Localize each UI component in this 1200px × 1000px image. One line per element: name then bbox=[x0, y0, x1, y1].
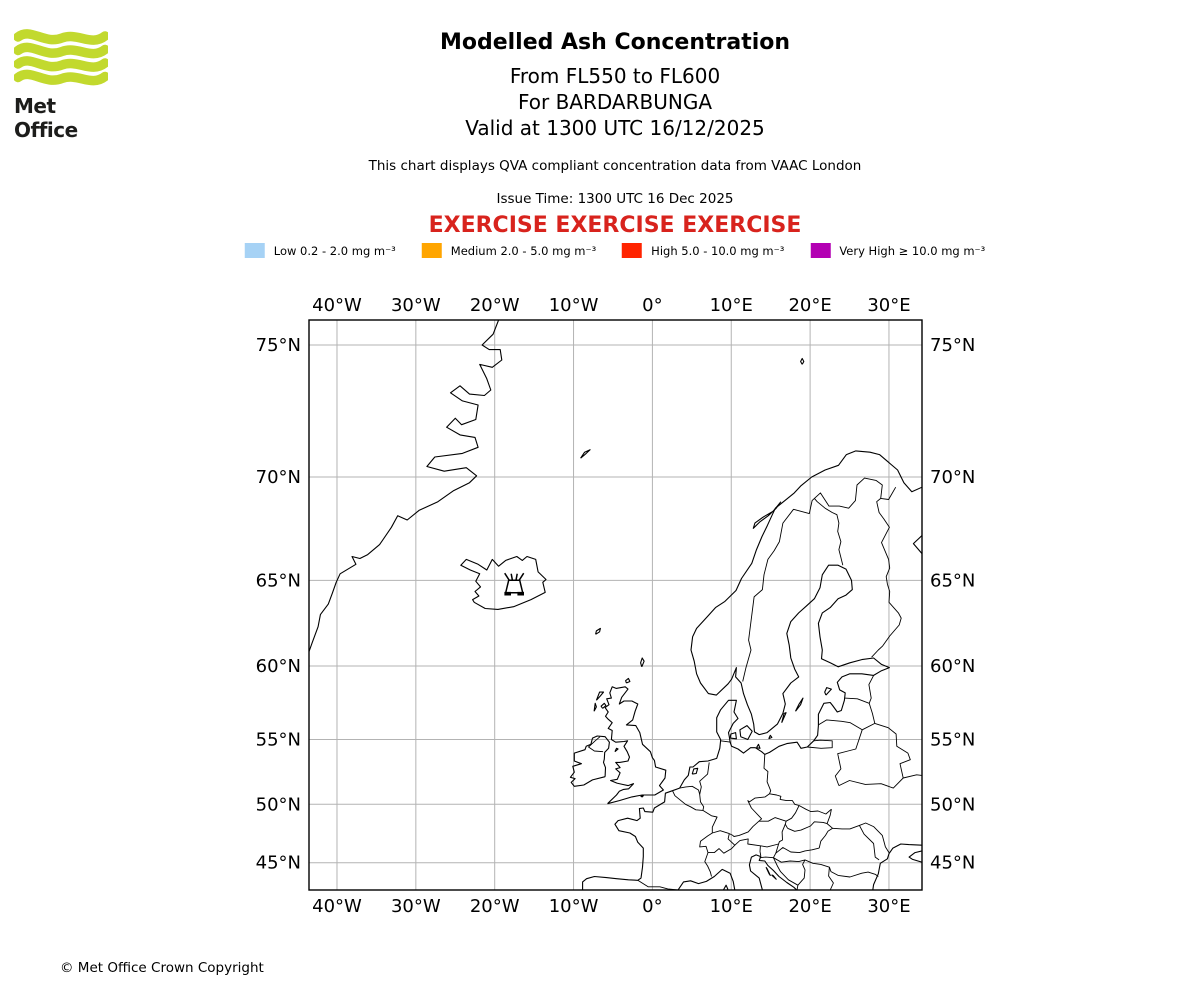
exercise-banner: EXERCISE EXERCISE EXERCISE bbox=[428, 213, 802, 238]
lon-label-bottom: 20°W bbox=[469, 896, 520, 917]
country-border bbox=[700, 831, 735, 854]
coastline bbox=[801, 359, 804, 365]
lon-label-top: 40°W bbox=[312, 295, 362, 316]
legend-label-low: Low 0.2 - 2.0 mg m⁻³ bbox=[273, 243, 396, 258]
lat-label-right: 55°N bbox=[930, 729, 976, 751]
country-border bbox=[859, 825, 879, 860]
country-border bbox=[776, 848, 819, 854]
lon-label-bottom: 40°W bbox=[312, 896, 362, 917]
lon-label-bottom: 10°W bbox=[548, 896, 599, 917]
volcano-marker bbox=[504, 573, 524, 594]
coastline bbox=[723, 885, 727, 890]
coastline bbox=[615, 748, 618, 751]
coastline bbox=[641, 658, 645, 667]
coastline bbox=[730, 733, 736, 739]
coastline bbox=[583, 451, 922, 890]
lon-label-bottom: 0° bbox=[642, 896, 663, 917]
lat-label-left: 50°N bbox=[255, 794, 301, 816]
country-border bbox=[673, 791, 703, 811]
lon-label-top: 0° bbox=[642, 295, 663, 316]
legend-label-very-high: Very High ≥ 10.0 mg m⁻³ bbox=[839, 243, 986, 258]
lat-label-left: 75°N bbox=[255, 335, 301, 357]
country-border bbox=[721, 741, 731, 742]
country-border bbox=[729, 821, 759, 836]
lat-label-left: 55°N bbox=[255, 729, 301, 751]
lat-label-left: 60°N bbox=[255, 655, 301, 677]
country-border bbox=[814, 498, 842, 565]
lat-label-left: 65°N bbox=[255, 570, 301, 592]
coastline bbox=[641, 796, 644, 797]
coastline bbox=[769, 735, 772, 739]
country-border bbox=[760, 846, 761, 856]
lon-label-top: 20°W bbox=[469, 295, 520, 316]
met-office-logo-text: Met Office bbox=[14, 94, 78, 142]
coastline bbox=[461, 557, 546, 610]
coastline bbox=[753, 502, 781, 529]
coastline bbox=[309, 320, 502, 652]
coastline bbox=[594, 703, 596, 711]
lon-label-top: 10°W bbox=[548, 295, 599, 316]
coastline bbox=[596, 628, 601, 634]
chart-title: Modelled Ash Concentration bbox=[439, 30, 791, 55]
coastline bbox=[570, 736, 609, 786]
country-border bbox=[735, 839, 779, 847]
country-border bbox=[786, 806, 799, 822]
country-border bbox=[844, 698, 869, 703]
lat-label-right: 75°N bbox=[930, 335, 976, 357]
country-border bbox=[807, 740, 832, 748]
coastline bbox=[692, 768, 698, 774]
lat-label-left: 70°N bbox=[255, 466, 301, 488]
lat-label-right: 70°N bbox=[930, 466, 976, 488]
coastline bbox=[825, 688, 832, 696]
country-border bbox=[839, 775, 922, 788]
volcano-eruption-lines-icon bbox=[505, 573, 524, 580]
country-border bbox=[705, 853, 712, 877]
coastline bbox=[766, 867, 770, 875]
lon-label-bottom: 30°W bbox=[390, 896, 441, 917]
coastline bbox=[909, 851, 922, 862]
lat-label-right: 45°N bbox=[930, 852, 976, 874]
lat-label-left: 45°N bbox=[255, 852, 301, 874]
coastline bbox=[740, 726, 752, 740]
country-border bbox=[748, 754, 771, 821]
country-border bbox=[862, 703, 875, 730]
copyright-notice: © Met Office Crown Copyright bbox=[60, 960, 264, 976]
lat-label-right: 50°N bbox=[930, 794, 976, 816]
coastline bbox=[757, 744, 761, 748]
country-border bbox=[881, 487, 896, 499]
flight-level-subtitle: From FL550 to FL600 bbox=[509, 64, 721, 88]
valid-time-subtitle: Valid at 1300 UTC 16/12/2025 bbox=[465, 116, 765, 140]
coastline bbox=[749, 855, 796, 890]
lat-label-right: 60°N bbox=[930, 655, 976, 677]
graticule bbox=[309, 320, 922, 890]
country-border bbox=[759, 818, 788, 829]
issue-time: Issue Time: 1300 UTC 16 Dec 2025 bbox=[496, 191, 734, 207]
volcano-subtitle: For BARDARBUNGA bbox=[517, 90, 713, 114]
lon-label-bottom: 30°E bbox=[867, 896, 911, 917]
lon-label-top: 30°E bbox=[867, 295, 911, 316]
country-border bbox=[819, 809, 832, 848]
coastline bbox=[596, 692, 603, 700]
country-border bbox=[875, 723, 911, 778]
lon-label-top: 10°E bbox=[709, 295, 753, 316]
lon-label-top: 20°E bbox=[788, 295, 832, 316]
country-border bbox=[788, 822, 828, 832]
country-border bbox=[869, 675, 874, 703]
lon-label-top: 30°W bbox=[390, 295, 441, 316]
country-border bbox=[835, 730, 862, 786]
country-border bbox=[700, 762, 717, 833]
country-border bbox=[638, 880, 678, 890]
lon-label-bottom: 10°E bbox=[709, 896, 753, 917]
legend-label-medium: Medium 2.0 - 5.0 mg m⁻³ bbox=[450, 243, 597, 258]
coastline bbox=[626, 678, 630, 683]
coastline bbox=[581, 450, 591, 459]
volcano-cone-icon bbox=[506, 580, 523, 593]
qva-compliance-note: This chart displays QVA compliant concentration data from VAAC London bbox=[368, 158, 862, 174]
legend-label-high: High 5.0 - 10.0 mg m⁻³ bbox=[651, 243, 785, 258]
coastline bbox=[772, 875, 777, 879]
country-border bbox=[818, 720, 862, 730]
coastline bbox=[796, 698, 804, 711]
lon-label-bottom: 20°E bbox=[788, 896, 832, 917]
country-border bbox=[680, 786, 700, 794]
coastline bbox=[605, 687, 666, 804]
lat-label-right: 65°N bbox=[930, 570, 976, 592]
coastline bbox=[913, 536, 922, 554]
coastline bbox=[873, 844, 922, 890]
country-border bbox=[779, 824, 786, 844]
